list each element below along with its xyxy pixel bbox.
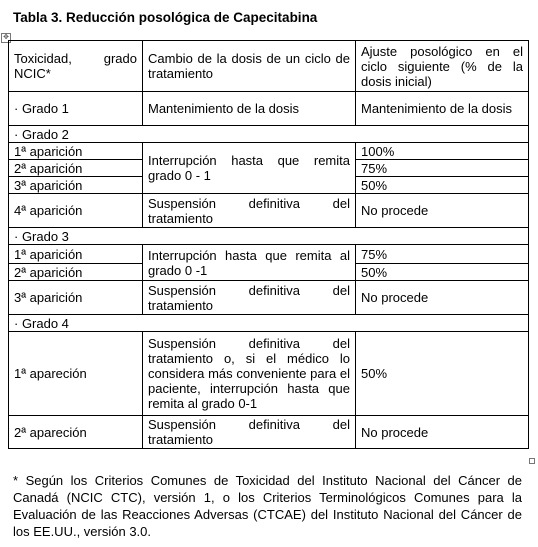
grade4-label: · Grado 4	[9, 315, 529, 332]
grade3-adjust-1: 75%	[356, 245, 529, 264]
table-row	[9, 92, 529, 126]
group-row	[9, 228, 529, 245]
grade3-change-suspend: Suspensión definitiva del tratamiento	[143, 281, 356, 315]
grade2-occurrence-4: 4ª aparición	[9, 194, 143, 228]
grade3-label: · Grado 3	[9, 228, 529, 245]
grade3-adjust-2: 50%	[356, 264, 529, 281]
table-row	[9, 194, 529, 228]
grade1-label: · Grado 1	[9, 92, 143, 126]
grade4-change-2: Suspensión definitiva del tratamiento	[143, 416, 356, 449]
grade1-adjust: Mantenimiento de la dosis	[356, 92, 529, 126]
grade4-change-1: Suspensión definitiva del tratamiento o, si el médico lo considera más conveniente para el paciente, interrupción hasta que remita al grado 0-1	[143, 332, 356, 416]
header-dose-change: Cambio de la dosis de un ciclo de tratamiento	[143, 41, 356, 92]
table-header-row	[9, 41, 529, 92]
grade4-adjust-1: 50%	[356, 332, 529, 416]
grade2-adjust-3: 50%	[356, 177, 529, 194]
grade2-occurrence-1: 1ª aparición	[9, 143, 143, 160]
grade2-label: · Grado 2	[9, 126, 529, 143]
group-row	[9, 315, 529, 332]
grade2-adjust-4: No procede	[356, 194, 529, 228]
grade4-occurrence-2: 2ª apareción	[9, 416, 143, 449]
header-toxicity: Toxicidad, grado NCIC*	[9, 41, 143, 92]
table-move-handle-icon[interactable]: ✥	[1, 33, 11, 43]
grade3-occurrence-3: 3ª aparición	[9, 281, 143, 315]
table-row	[9, 332, 529, 416]
table-title: Tabla 3. Reducción posológica de Capecitabina	[13, 10, 318, 25]
grade2-occurrence-3: 3ª aparición	[9, 177, 143, 194]
grade1-change: Mantenimiento de la dosis	[143, 92, 356, 126]
header-dose-adjust: Ajuste posológico en el ciclo siguiente (% de la dosis inicial)	[356, 41, 529, 92]
grade3-adjust-3: No procede	[356, 281, 529, 315]
table-row	[9, 143, 529, 160]
table-row	[9, 245, 529, 264]
grade2-change-suspend: Suspensión definitiva del tratamiento	[143, 194, 356, 228]
grade4-adjust-2: No procede	[356, 416, 529, 449]
grade4-occurrence-1: 1ª apareción	[9, 332, 143, 416]
grade2-change-interrupt: Interrupción hasta que remita grado 0 - 1	[143, 143, 356, 194]
grade3-occurrence-2: 2ª aparición	[9, 264, 143, 281]
grade2-occurrence-2: 2ª aparición	[9, 160, 143, 177]
dose-reduction-table	[8, 40, 529, 449]
table-resize-handle-icon[interactable]	[529, 458, 535, 464]
group-row	[9, 126, 529, 143]
grade2-adjust-2: 75%	[356, 160, 529, 177]
grade3-change-interrupt: Interrupción hasta que remita al grado 0 -1	[143, 245, 356, 281]
grade3-occurrence-1: 1ª aparición	[9, 245, 143, 264]
grade2-adjust-1: 100%	[356, 143, 529, 160]
table-row	[9, 281, 529, 315]
footnote: * Según los Criterios Comunes de Toxicidad del Instituto Nacional del Cáncer de Canadá (NCIC CTC), versión 1, o los Criterios Terminológicos Comunes para la Evaluación de las Reacciones Adversas (CTCAE) del Instituto Nacional del Cáncer de los EE.UU., versión 3.0.	[13, 473, 522, 539]
table-row	[9, 416, 529, 449]
